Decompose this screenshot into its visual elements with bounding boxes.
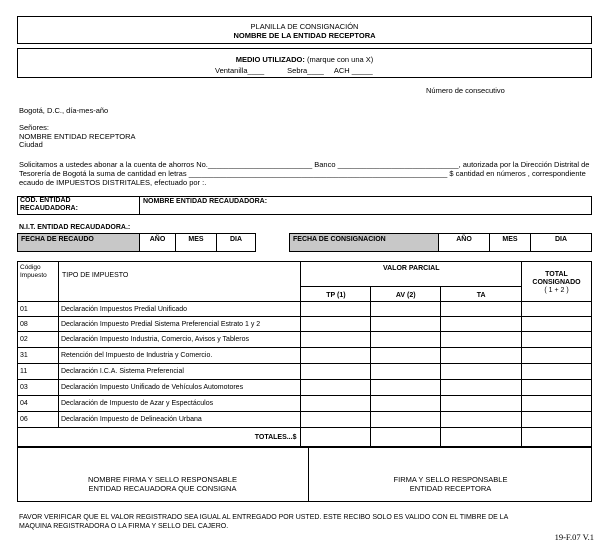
paragraph-text: Solicitamos a ustedes abonar a la cuenta de ahorros No. [19,160,208,169]
collection-year: AÑO [149,236,166,243]
type-header: TIPO DE IMPUESTO [58,262,301,302]
deposit-day: DIA [554,236,568,243]
form-code: 19-F.07 V.1 [554,532,594,542]
addressee [19,124,136,150]
entity-title: NOMBRE DE LA ENTIDAD RECEPTORA [233,31,376,40]
tax-code: 31 [18,348,59,364]
table-row [18,380,592,396]
av-cell[interactable] [371,302,441,317]
table-row [18,412,592,428]
tax-code: 01 [18,302,59,317]
left-signature-line-2: ENTIDAD RECAUADORA QUE CONSIGNA [88,484,237,493]
medio-hint: (marque con una X) [306,55,374,64]
consecutive-number: Número de consecutivo [426,86,505,95]
tax-description: Declaración Impuesto Unificado de Vehículos Automotores [58,380,301,396]
form-title: PLANILLA DE CONSIGNACIÓN [250,22,359,31]
option-ventanilla[interactable]: Ventanilla [215,66,248,75]
tax-code: 03 [18,380,59,396]
nit-label: N.I.T. ENTIDAD RECAUDADORA.: [19,224,131,231]
table-row [18,332,592,348]
tp-header: TP (1) [301,287,371,302]
tax-description: Retención del Impuesto de Industria y Comercio. [58,348,301,364]
av-cell[interactable] [371,364,441,380]
request-paragraph: Solicitamos a ustedes abonar a la cuenta de ahorros No._________________________ Banco _____________________________, autorizada por la Dirección Distrital de Tesorería de Bogotá la suma de cantidad en letras ______________________________________________________________ $ cantidad en números , correspondiente ecaudo de IMPUESTOS DISTRITALES, efectuado por :. [19,160,594,187]
table-row [18,302,592,317]
table-row [18,348,592,364]
addressee-line-3: Ciudad [19,140,43,149]
total-header-formula: ( 1 + 2 ) [544,287,569,294]
tax-description: Declaración Impuesto Predial Sistema Preferencial Estrato 1 y 2 [58,317,301,332]
total-cell[interactable] [522,317,592,332]
left-signature [17,475,308,493]
total-header-label: TOTAL CONSIGNADO [532,271,581,286]
total-header [522,262,592,302]
av-total[interactable] [371,428,441,447]
code-header: Código Impuesto [18,262,59,302]
ta-header: TA [441,287,522,302]
tp-cell[interactable] [301,317,371,332]
tax-description: Declaración de Impuesto de Azar y Espectáculos [58,396,301,412]
medio-options: Ventanilla____ Sebra____ ACH _____ [215,66,373,75]
ta-cell[interactable] [441,302,522,317]
place-date: Bogotá, D.C., día-mes-año [19,106,109,115]
entity-name-label: NOMBRE ENTIDAD RECAUDADORA: [143,198,268,205]
tp-cell[interactable] [301,380,371,396]
av-cell[interactable] [371,380,441,396]
tp-cell[interactable] [301,332,371,348]
grand-total[interactable] [522,428,592,447]
right-signature-line-1: FIRMA Y SELLO RESPONSABLE [393,475,508,484]
table-row [18,317,592,332]
tax-description: Declaración Impuestos Predial Unificado [58,302,301,317]
ta-cell[interactable] [441,380,522,396]
table-row [18,364,592,380]
tax-code: 02 [18,332,59,348]
addressee-line-1: Señores: [19,123,50,132]
collection-day: DIA [229,236,243,243]
tax-code: 08 [18,317,59,332]
collection-month: MES [188,236,204,243]
partial-value-header: VALOR PARCIAL [301,262,522,287]
av-cell[interactable] [371,396,441,412]
paragraph-text: , autorizada por la Dirección Distrital de [458,160,590,169]
option-ach[interactable]: ACH [333,66,350,75]
entity-code-label: COD. ENTIDAD RECAUDADORA: [20,197,78,212]
tax-code: 06 [18,412,59,428]
av-cell[interactable] [371,332,441,348]
av-cell[interactable] [371,317,441,332]
tp-total[interactable] [301,428,371,447]
total-cell[interactable] [522,396,592,412]
option-sebra[interactable]: Sebra [287,66,308,75]
total-cell[interactable] [522,302,592,317]
tax-code: 04 [18,396,59,412]
tp-cell[interactable] [301,364,371,380]
right-signature [309,475,592,493]
tax-description: Declaración Impuesto Industria, Comercio, Avisos y Tableros [58,332,301,348]
ta-cell[interactable] [441,317,522,332]
paragraph-text: Tesorería de Bogotá la suma de cantidad en letras [19,169,187,178]
table-row [18,396,592,412]
av-header: AV (2) [371,287,441,302]
medio-line [17,55,592,64]
footer-note [19,513,508,531]
tp-cell[interactable] [301,302,371,317]
collection-date-label: FECHA DE RECAUDO [21,236,94,243]
footer-note-line-2: MAQUINA REGISTRADORA O LA FIRMA Y SELLO DEL CAJERO. [19,523,229,530]
totals-label: TOTALES...$ [18,428,301,447]
total-cell[interactable] [522,348,592,364]
addressee-line-2: NOMBRE ENTIDAD RECEPTORA [19,131,136,141]
av-cell[interactable] [371,348,441,364]
paragraph-text: $ cantidad en números , correspondiente [449,169,586,178]
right-signature-line-2: ENTIDAD RECEPTORA [409,484,492,493]
tp-cell[interactable] [301,412,371,428]
av-cell[interactable] [371,412,441,428]
left-signature-line-1: NOMBRE FIRMA Y SELLO RESPONSABLE [88,475,237,484]
tax-code: 11 [18,364,59,380]
totals-row [18,428,592,447]
footer-note-line-1: FAVOR VERIFICAR QUE EL VALOR REGISTRADO SEA IGUAL AL ENTREGADO POR USTED. ESTE RECIBO SOLO ES VALIDO CON EL TIMBRE DE LA [19,514,509,521]
deposit-date-label: FECHA DE CONSIGNACION [293,236,386,243]
tax-description: Declaración Impuesto de Delineación Urbana [58,412,301,428]
deposit-month: MES [502,236,518,243]
total-cell[interactable] [522,412,592,428]
total-cell[interactable] [522,364,592,380]
medio-label: MEDIO UTILIZADO: [235,55,305,64]
tax-description: Declaración I.C.A. Sistema Preferencial [58,364,301,380]
ta-cell[interactable] [441,364,522,380]
tp-cell[interactable] [301,396,371,412]
paragraph-text: ecaudo de IMPUESTOS DISTRITALES, efectuado por :. [19,178,207,187]
deposit-year: AÑO [456,236,472,243]
ta-cell[interactable] [441,412,522,428]
ta-cell[interactable] [441,332,522,348]
total-cell[interactable] [522,332,592,348]
ta-cell[interactable] [441,348,522,364]
ta-cell[interactable] [441,396,522,412]
total-cell[interactable] [522,380,592,396]
ta-total[interactable] [441,428,522,447]
tax-table [17,261,592,447]
tp-cell[interactable] [301,348,371,364]
paragraph-text: Banco [314,160,336,169]
